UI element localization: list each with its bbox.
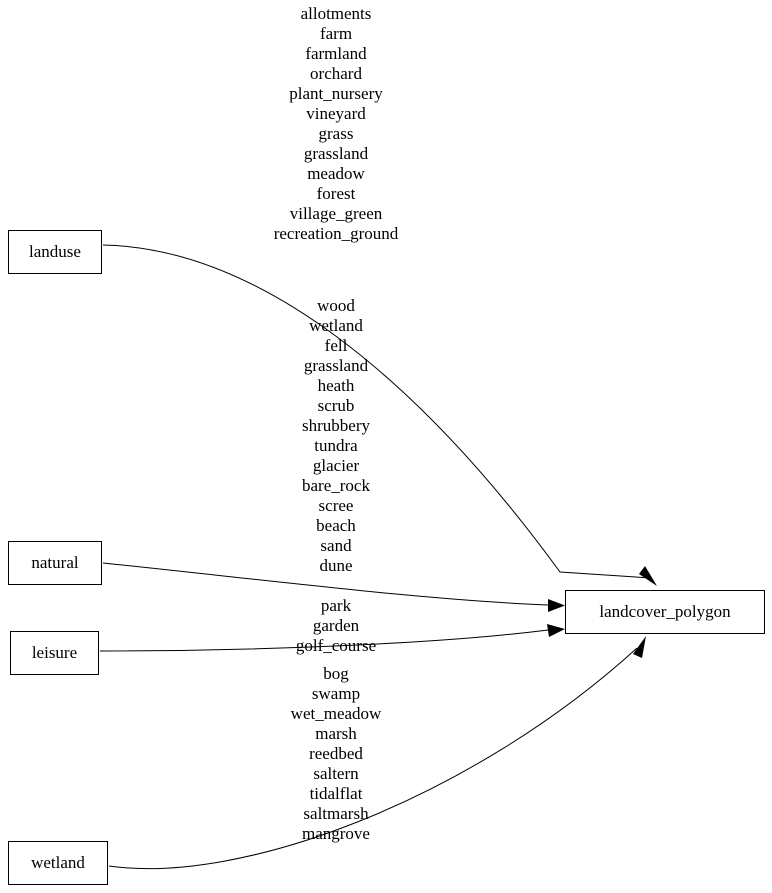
node-landuse-label: landuse — [29, 242, 81, 261]
edge-value-label: saltmarsh — [303, 804, 369, 823]
node-natural-label: natural — [31, 553, 79, 572]
edge-value-label: grassland — [303, 144, 369, 163]
edge-value-label: garden — [312, 616, 360, 635]
edge-value-label: bog — [323, 664, 349, 683]
edge-value-label: golf_course — [295, 636, 377, 655]
node-natural[interactable] — [8, 541, 102, 585]
edge-leisure-arrowhead — [547, 624, 565, 637]
edge-value-label: sand — [320, 536, 352, 555]
edge-label-group-wetland-values — [246, 664, 426, 844]
edge-value-label: wet_meadow — [290, 704, 382, 723]
edge-value-label: mangrove — [302, 824, 370, 843]
edge-value-label: fell — [324, 336, 348, 355]
edge-value-label: tidalflat — [309, 784, 363, 803]
edge-value-label: wetland — [309, 316, 363, 335]
edge-value-label: village_green — [289, 204, 383, 223]
edge-value-label: marsh — [315, 724, 357, 743]
node-wetland-label: wetland — [31, 853, 85, 872]
edge-value-label: dune — [319, 556, 353, 575]
node-wetland[interactable] — [8, 841, 108, 885]
edge-value-label: allotments — [300, 4, 372, 23]
edge-value-label: recreation_ground — [273, 224, 399, 243]
edge-natural-arrowhead — [548, 599, 565, 612]
edge-value-label: saltern — [313, 764, 359, 783]
edge-value-label: wood — [317, 296, 355, 315]
edge-value-label: park — [320, 596, 352, 615]
edge-value-label: farmland — [305, 44, 367, 63]
edge-value-label: plant_nursery — [289, 84, 383, 103]
node-leisure-label: leisure — [31, 643, 78, 662]
edge-value-label: shrubbery — [302, 416, 370, 435]
edge-value-label: reedbed — [309, 744, 363, 763]
edge-value-label: vineyard — [306, 104, 366, 123]
edge-value-label: grass — [318, 124, 354, 143]
node-leisure[interactable] — [10, 631, 99, 675]
edge-landuse-arrowhead — [639, 566, 657, 586]
node-landuse[interactable] — [8, 230, 102, 274]
edge-value-label: orchard — [310, 64, 362, 83]
edge-value-label: bare_rock — [302, 476, 370, 495]
edge-value-label: swamp — [311, 684, 361, 703]
edge-value-label: meadow — [307, 164, 365, 183]
edge-value-label: scrub — [317, 396, 355, 415]
edge-value-label: heath — [317, 376, 355, 395]
edge-value-label: farm — [319, 24, 353, 43]
edge-label-group-natural-values — [246, 296, 426, 576]
edge-label-group-landuse-values — [246, 4, 426, 244]
edge-value-label: forest — [316, 184, 356, 203]
edge-value-label: tundra — [314, 436, 358, 455]
edge-wetland-arrowhead — [633, 636, 646, 658]
node-landcover-polygon-label: landcover_polygon — [599, 602, 731, 621]
edge-value-label: scree — [318, 496, 354, 515]
node-landcover-polygon[interactable] — [565, 590, 765, 634]
edge-value-label: grassland — [303, 356, 369, 375]
edge-value-label: glacier — [312, 456, 360, 475]
edge-label-group-leisure-values — [246, 596, 426, 656]
edge-value-label: beach — [316, 516, 356, 535]
